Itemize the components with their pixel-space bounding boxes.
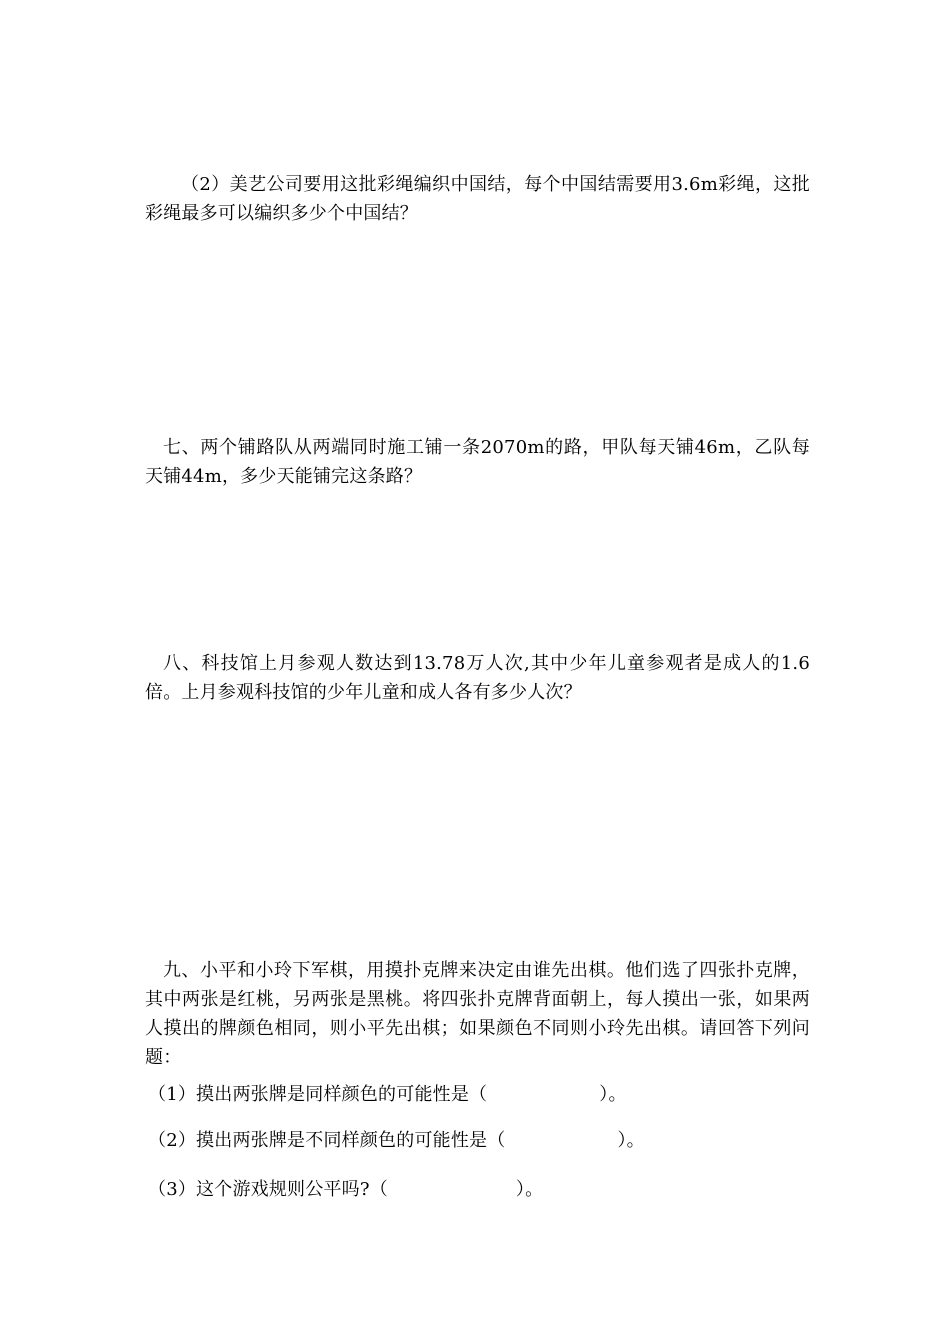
- question-6-part-2: （2）美艺公司要用这批彩绳编织中国结，每个中国结需要用3.6m彩绳，这批彩绳最多可以编织多少个中国结？: [145, 174, 810, 224]
- sub-question-1: [148, 1080, 627, 1109]
- sub-question-2: [148, 1126, 645, 1155]
- sub-question-2-suffix: ）。: [617, 1130, 645, 1151]
- sub-question-1-prefix: （1）摸出两张牌是同样颜色的可能性是（: [148, 1084, 488, 1105]
- sub-question-3: [148, 1175, 543, 1204]
- sub-question-2-prefix: （2）摸出两张牌是不同样颜色的可能性是（: [148, 1130, 506, 1151]
- sub-question-3-suffix: ）。: [515, 1179, 544, 1200]
- sub-question-3-prefix: （3）这个游戏规则公平吗?（: [148, 1179, 388, 1200]
- question-7: 七、两个铺路队从两端同时施工铺一条2070m的路，甲队每天铺46m，乙队每天铺44m，多少天能铺完这条路？: [145, 437, 810, 487]
- question-9: 九、小平和小玲下军棋，用摸扑克牌来决定由谁先出棋。他们选了四张扑克牌，其中两张是红桃，另两张是黑桃。将四张扑克牌背面朝上，每人摸出一张，如果两人摸出的牌颜色相同，则小平先出棋；如果颜色不同则小玲先出棋。请回答下列问题：: [145, 960, 810, 1068]
- question-8: 八、科技馆上月参观人数达到13.78万人次,其中少年儿童参观者是成人的1.6倍。上月参观科技馆的少年儿童和成人各有多少人次？: [145, 653, 810, 703]
- sub-question-1-suffix: ）。: [599, 1084, 627, 1105]
